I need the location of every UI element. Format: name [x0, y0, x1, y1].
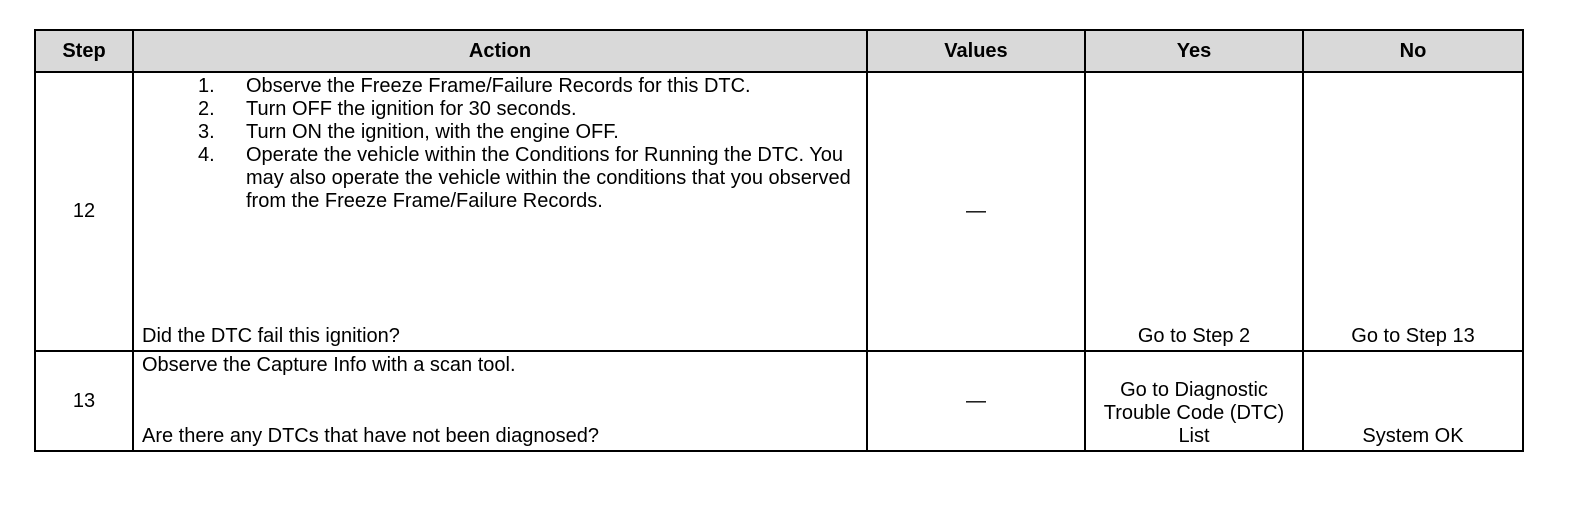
header-row: [35, 30, 1523, 72]
header-step: Step: [35, 30, 133, 72]
substep-text: Turn ON the ignition, with the engine OFF.: [246, 121, 619, 143]
step-number: 12: [35, 72, 133, 351]
diagnostic-table: [34, 29, 1524, 452]
substep-item: [198, 144, 858, 213]
header-yes: Yes: [1085, 30, 1303, 72]
substep-text: Observe the Freeze Frame/Failure Records for this DTC.: [246, 75, 751, 97]
action-question: Are there any DTCs that have not been diagnosed?: [142, 425, 599, 447]
header-action: Action: [133, 30, 867, 72]
substep-text: Operate the vehicle within the Conditions for Running the DTC. You may also operate the vehicle within the conditions that you observed from the Freeze Frame/Failure Records.: [246, 144, 851, 212]
substep-number: 3.: [198, 121, 215, 143]
substep-item: [198, 121, 858, 144]
table-row: [35, 72, 1523, 351]
no-cell: Go to Step 13: [1303, 72, 1523, 351]
values-cell: —: [867, 351, 1085, 451]
substep-number: 2.: [198, 98, 215, 120]
action-instruction: Observe the Capture Info with a scan tool.: [142, 354, 516, 376]
no-cell: System OK: [1303, 351, 1523, 451]
step-number: 13: [35, 351, 133, 451]
substep-number: 4.: [198, 144, 215, 166]
substep-item: [198, 75, 858, 98]
substep-list: [142, 75, 858, 213]
substep-text: Turn OFF the ignition for 30 seconds.: [246, 98, 577, 120]
substep-item: [198, 98, 858, 121]
header-values: Values: [867, 30, 1085, 72]
action-question: Did the DTC fail this ignition?: [142, 325, 400, 347]
header-no: No: [1303, 30, 1523, 72]
substep-number: 1.: [198, 75, 215, 97]
action-cell: [133, 72, 867, 351]
values-cell: —: [867, 72, 1085, 351]
yes-cell: Go to Diagnostic Trouble Code (DTC) List: [1085, 351, 1303, 451]
table-row: [35, 351, 1523, 451]
yes-cell: Go to Step 2: [1085, 72, 1303, 351]
action-cell: [133, 351, 867, 451]
